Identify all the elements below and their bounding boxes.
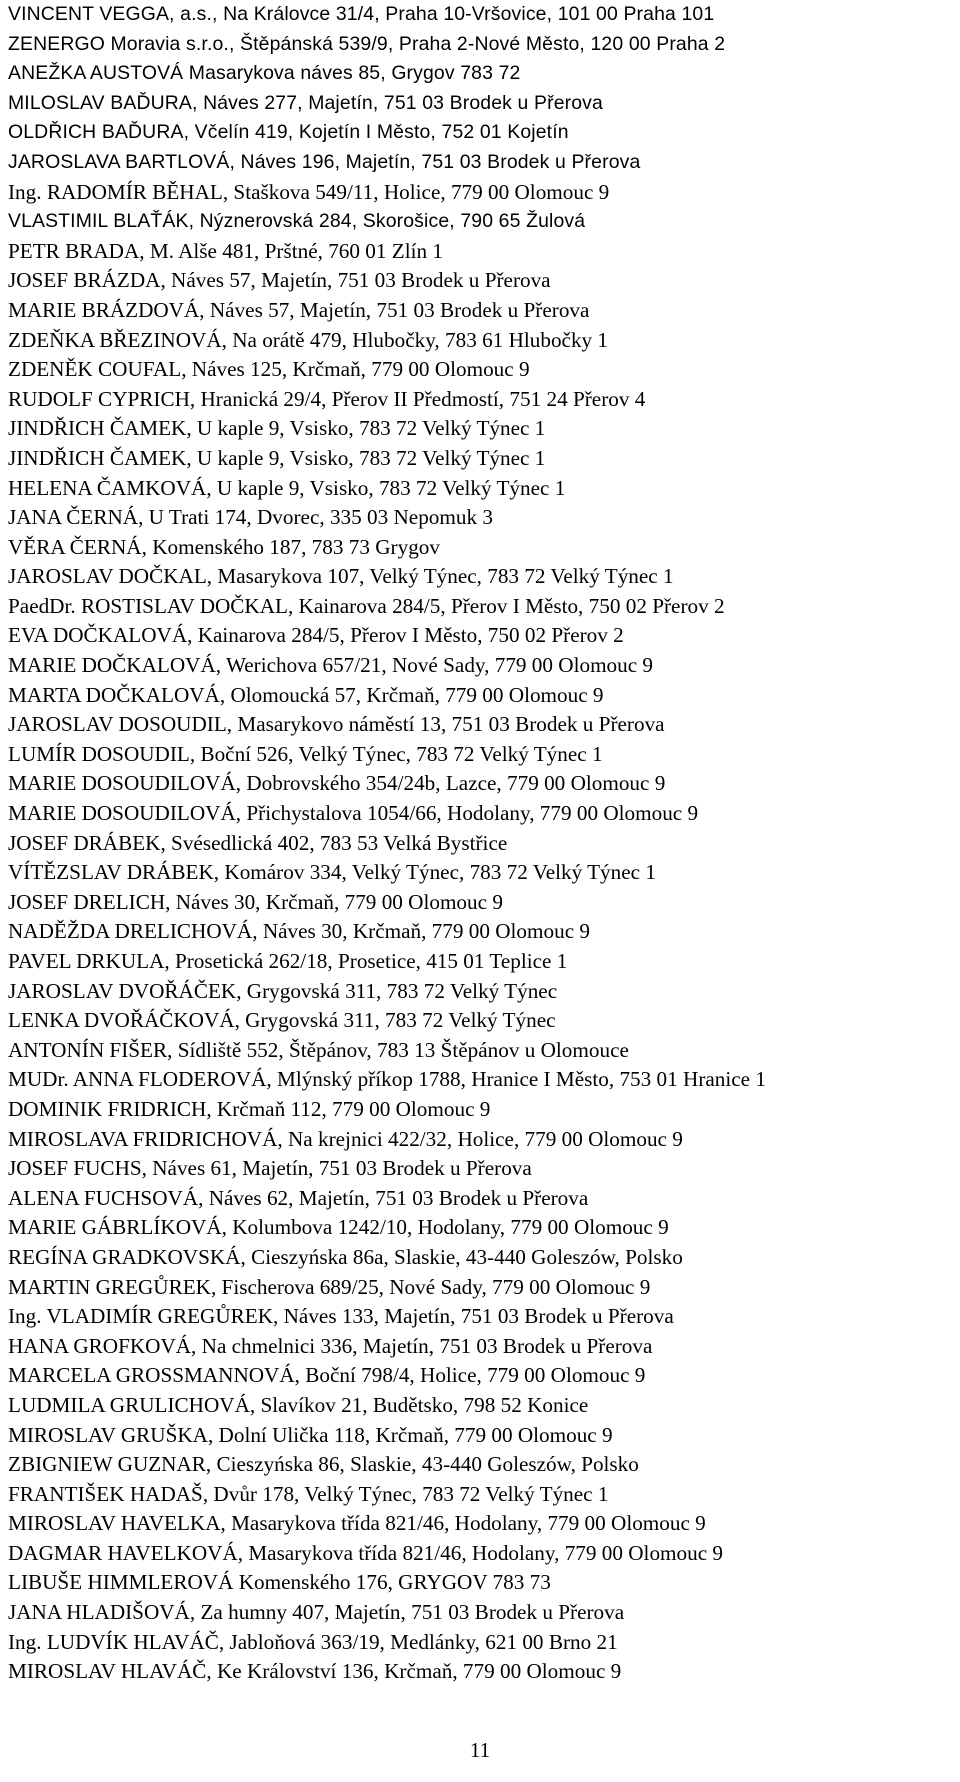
address-line: VĚRA ČERNÁ, Komenského 187, 783 73 Grygov — [8, 534, 440, 559]
address-line: MARIE GÁBRLÍKOVÁ, Kolumbova 1242/10, Hodolany, 779 00 Olomouc 9 — [8, 1215, 669, 1240]
address-line: HANA GROFKOVÁ, Na chmelnici 336, Majetín, 751 03 Brodek u Přerova — [8, 1333, 653, 1358]
address-line: ANTONÍN FIŠER, Sídliště 552, Štěpánov, 783 13 Štěpánov u Olomouce — [8, 1037, 629, 1062]
address-line: LUDMILA GRULICHOVÁ, Slavíkov 21, Budětsko, 798 52 Konice — [8, 1392, 589, 1417]
address-line: EVA DOČKALOVÁ, Kainarova 284/5, Přerov I Město, 750 02 Přerov 2 — [8, 623, 624, 648]
page-number: 11 — [469, 1738, 491, 1762]
address-line: PETR BRADA, M. Alše 481, Prštné, 760 01 Zlín 1 — [8, 238, 443, 263]
address-line: Ing. LUDVÍK HLAVÁČ, Jabloňová 363/19, Medlánky, 621 00 Brno 21 — [8, 1629, 618, 1654]
address-line: LIBUŠE HIMMLEROVÁ Komenského 176, GRYGOV 783 73 — [8, 1570, 551, 1595]
address-line: MARTA DOČKALOVÁ, Olomoucká 57, Krčmaň, 779 00 Olomouc 9 — [8, 682, 604, 707]
address-line: DAGMAR HAVELKOVÁ, Masarykova třída 821/46, Hodolany, 779 00 Olomouc 9 — [8, 1540, 724, 1565]
address-line: LUMÍR DOSOUDIL, Boční 526, Velký Týnec, 783 72 Velký Týnec 1 — [8, 741, 603, 766]
address-line: JAROSLAV DVOŘÁČEK, Grygovská 311, 783 72 Velký Týnec — [8, 978, 558, 1003]
address-line: ZDENĚK COUFAL, Náves 125, Krčmaň, 779 00 Olomouc 9 — [8, 357, 530, 382]
address-line: PAVEL DRKULA, Prosetická 262/18, Prosetice, 415 01 Teplice 1 — [8, 949, 568, 973]
address-line: JAROSLAVA BARTLOVÁ, Náves 196, Majetín, 751 03 Brodek u Přerova — [8, 150, 641, 173]
address-line: Ing. RADOMÍR BĚHAL, Staškova 549/11, Holice, 779 00 Olomouc 9 — [8, 179, 610, 204]
address-line: MIROSLAV HAVELKA, Masarykova třída 821/46, Hodolany, 779 00 Olomouc 9 — [8, 1511, 706, 1536]
address-line: JAROSLAV DOČKAL, Masarykova 107, Velký Týnec, 783 72 Velký Týnec 1 — [8, 564, 674, 589]
address-line: MARIE DOSOUDILOVÁ, Dobrovského 354/24b, Lazce, 779 00 Olomouc 9 — [8, 771, 666, 796]
address-line: VLASTIMIL BLAŤÁK, Nýznerovská 284, Skorošice, 790 65 Žulová — [8, 210, 586, 233]
address-line: JOSEF DRÁBEK, Svésedlická 402, 783 53 Velká Bystřice — [8, 830, 508, 855]
address-line: VÍTĚZSLAV DRÁBEK, Komárov 334, Velký Týnec, 783 72 Velký Týnec 1 — [8, 860, 656, 885]
address-line: MILOSLAV BAĎURA, Náves 277, Majetín, 751 03 Brodek u Přerova — [8, 91, 603, 114]
address-line: ALENA FUCHSOVÁ, Náves 62, Majetín, 751 03 Brodek u Přerova — [8, 1185, 589, 1210]
address-line: MARCELA GROSSMANNOVÁ, Boční 798/4, Holice, 779 00 Olomouc 9 — [8, 1363, 646, 1388]
address-line: ZBIGNIEW GUZNAR, Cieszyńska 86, Slaskie, 43-440 Goleszów, Polsko — [8, 1452, 639, 1477]
address-line: JANA HLADIŠOVÁ, Za humny 407, Majetín, 751 03 Brodek u Přerova — [8, 1600, 625, 1625]
address-line: ANEŽKA AUSTOVÁ Masarykova náves 85, Grygov 783 72 — [8, 62, 521, 85]
address-line: MIROSLAVA FRIDRICHOVÁ, Na krejnici 422/32, Holice, 779 00 Olomouc 9 — [8, 1126, 683, 1151]
address-line: RUDOLF CYPRICH, Hranická 29/4, Přerov II Předmostí, 751 24 Přerov 4 — [8, 386, 646, 411]
address-line: JINDŘICH ČAMEK, U kaple 9, Vsisko, 783 72 Velký Týnec 1 — [8, 416, 546, 441]
address-line: JINDŘICH ČAMEK, U kaple 9, Vsisko, 783 72 Velký Týnec 1 — [8, 445, 546, 470]
address-line: PaedDr. ROSTISLAV DOČKAL, Kainarova 284/5, Přerov I Město, 750 02 Přerov 2 — [8, 593, 725, 618]
address-list — [8, 0, 956, 1687]
address-line: JAROSLAV DOSOUDIL, Masarykovo náměstí 13, 751 03 Brodek u Přerova — [8, 712, 665, 737]
address-line: MARIE BRÁZDOVÁ, Náves 57, Majetín, 751 03 Brodek u Přerova — [8, 297, 590, 322]
address-line: MIROSLAV GRUŠKA, Dolní Ulička 118, Krčmaň, 779 00 Olomouc 9 — [8, 1422, 613, 1447]
address-line: FRANTIŠEK HADAŠ, Dvůr 178, Velký Týnec, 783 72 Velký Týnec 1 — [8, 1481, 609, 1506]
address-line: MARTIN GREGŮREK, Fischerova 689/25, Nové Sady, 779 00 Olomouc 9 — [8, 1274, 651, 1299]
address-line: ZENERGO Moravia s.r.o., Štěpánská 539/9, Praha 2-Nové Město, 120 00 Praha 2 — [8, 32, 726, 55]
address-line: Ing. VLADIMÍR GREGŮREK, Náves 133, Majetín, 751 03 Brodek u Přerova — [8, 1304, 674, 1329]
address-line: OLDŘICH BAĎURA, Včelín 419, Kojetín I Město, 752 01 Kojetín — [8, 121, 569, 144]
address-line: MIROSLAV HLAVÁČ, Ke Království 136, Krčmaň, 779 00 Olomouc 9 — [8, 1659, 622, 1684]
address-line: ZDEŇKA BŘEZINOVÁ, Na orátě 479, Hlubočky, 783 61 Hlubočky 1 — [8, 327, 609, 352]
address-line: JOSEF DRELICH, Náves 30, Krčmaň, 779 00 Olomouc 9 — [8, 889, 503, 914]
address-line: VINCENT VEGGA, a.s., Na Královce 31/4, Praha 10-Vršovice, 101 00 Praha 101 — [8, 3, 715, 25]
address-line: REGÍNA GRADKOVSKÁ, Cieszyńska 86a, Slaskie, 43-440 Goleszów, Polsko — [8, 1244, 683, 1269]
address-line: DOMINIK FRIDRICH, Krčmaň 112, 779 00 Olomouc 9 — [8, 1096, 491, 1121]
address-line: MUDr. ANNA FLODEROVÁ, Mlýnský příkop 1788, Hranice I Město, 753 01 Hranice 1 — [8, 1067, 766, 1092]
address-line: LENKA DVOŘÁČKOVÁ, Grygovská 311, 783 72 Velký Týnec — [8, 1008, 556, 1033]
address-line: MARIE DOSOUDILOVÁ, Přichystalova 1054/66, Hodolany, 779 00 Olomouc 9 — [8, 801, 699, 826]
address-line: NADĚŽDA DRELICHOVÁ, Náves 30, Krčmaň, 779 00 Olomouc 9 — [8, 919, 590, 944]
address-line: JOSEF FUCHS, Náves 61, Majetín, 751 03 Brodek u Přerova — [8, 1156, 532, 1181]
address-line: HELENA ČAMKOVÁ, U kaple 9, Vsisko, 783 72 Velký Týnec 1 — [8, 475, 566, 500]
address-line: MARIE DOČKALOVÁ, Werichova 657/21, Nové Sady, 779 00 Olomouc 9 — [8, 653, 654, 678]
address-line: JOSEF BRÁZDA, Náves 57, Majetín, 751 03 Brodek u Přerova — [8, 268, 551, 293]
address-line: JANA ČERNÁ, U Trati 174, Dvorec, 335 03 Nepomuk 3 — [8, 505, 493, 530]
